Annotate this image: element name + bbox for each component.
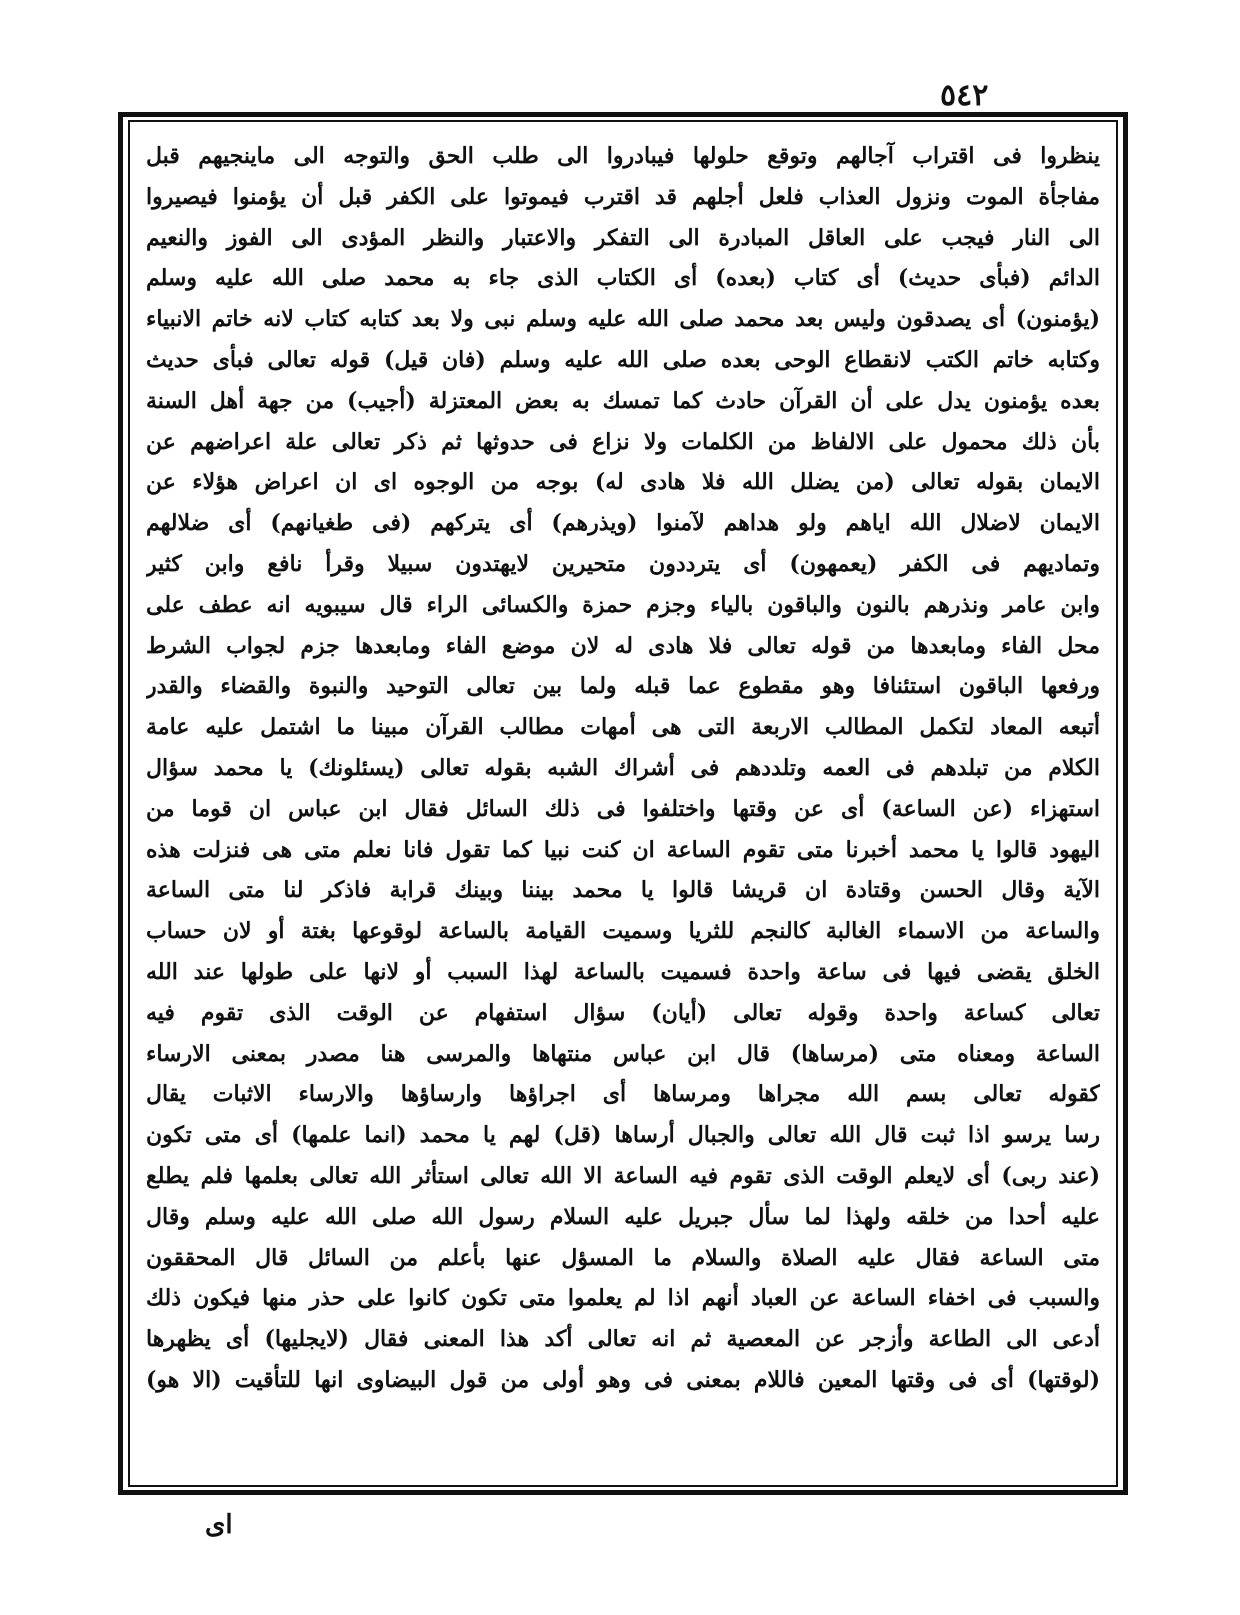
text-line: الساعة ومعناه متى (مرساها) قال ابن عباس منتهاها والمرسى هنا مصدر بمعنى الارساء <box>146 1040 1100 1067</box>
text-line: وكتابه خاتم الكتب لانقطاع الوحى بعده صلى الله عليه وسلم (فان قيل) قوله تعالى فبأى حديث <box>146 346 1100 373</box>
text-line: والساعة من الاسماء الغالبة كالنجم للثريا وسميت القيامة بالساعة لوقوعها بغتة أو لان حساب <box>146 918 1100 945</box>
text-line: أتبعه المعاد لتكمل المطالب الاربعة التى هى أمهات مطالب القرآن مبينا ما اشتمل عليه عامة <box>146 714 1100 741</box>
text-line: استهزاء (عن الساعة) أى عن وقتها واختلفوا فى ذلك السائل فقال ابن عباس ان قوما من <box>146 795 1100 822</box>
text-line: تعالى كساعة واحدة وقوله تعالى (أيان) سؤال استفهام عن الوقت الذى تقوم فيه <box>146 999 1100 1026</box>
text-line: متى الساعة فقال عليه الصلاة والسلام ما المسؤل عنها بأعلم من السائل قال المحققون <box>146 1244 1100 1271</box>
text-line: (يؤمنون) أى يصدقون وليس بعد محمد صلى الله عليه وسلم نبى ولا بعد كتابه كتاب لانه خاتم الانبياء <box>146 306 1100 333</box>
page-number: ٥٤٢ <box>940 78 989 113</box>
text-line: الخلق يقضى فيها فى ساعة واحدة فسميت بالساعة لهذا السبب أو لانها على طولها عند الله <box>146 958 1100 985</box>
text-line: أدعى الى الطاعة وأزجر عن المعصية ثم انه تعالى أكد هذا المعنى فقال (لايجليها) أى يظهرها <box>146 1326 1100 1353</box>
catchword: اى <box>205 1510 233 1540</box>
text-line: الدائم (فبأى حديث) أى كتاب (بعده) أى الكتاب الذى جاء به محمد صلى الله عليه وسلم <box>146 265 1100 292</box>
text-line: محل الفاء ومابعدها من قوله تعالى فلا هادى له لان موضع الفاء ومابعدها جزم لجواب الشرط <box>146 632 1100 659</box>
text-line: عليه أحدا من خلقه ولهذا لما سأل جبريل عليه السلام رسول الله صلى الله عليه وسلم وقال <box>146 1203 1100 1230</box>
text-line: (لوقتها) أى فى وقتها المعين فاللام بمعنى فى وهو أولى من قول البيضاوى انها للتأقيت (الا هو) <box>146 1366 1100 1393</box>
text-line: الايمان لاضلال الله اياهم ولو هداهم لآمنوا (ويذرهم) أى يتركهم (فى طغيانهم) أى ضلالهم <box>146 510 1100 537</box>
text-line: والسبب فى اخفاء الساعة عن العباد أنهم اذا لم يعلموا متى تكون كانوا على حذر منها فيكون ذلك <box>146 1285 1100 1312</box>
text-line: ورفعها الباقون استئنافا وهو مقطوع عما قبله ولما بين تعالى التوحيد والنبوة والقضاء والقدر <box>146 673 1100 700</box>
text-line: الايمان بقوله تعالى (من يضلل الله فلا هادى له) بوجه من الوجوه اى ان اعراض هؤلاء عن <box>146 469 1100 496</box>
text-line: الآية وقال الحسن وقتادة ان قريشا قالوا يا محمد بيننا وبينك قرابة فاذكر لنا متى الساعة <box>146 877 1100 904</box>
page-frame-inner <box>128 120 1118 1487</box>
text-line: وابن عامر ونذرهم بالنون والباقون بالياء وجزم حمزة والكسائى الراء قال سيبويه انه عطف على <box>146 591 1100 618</box>
text-line: اليهود قالوا يا محمد أخبرنا متى تقوم الساعة ان كنت نبيا كما تقول فانا نعلم متى هى فنزلت هذه <box>146 836 1100 863</box>
text-line: بعده يؤمنون يدل على أن القرآن حادث كما تمسك به بعض المعتزلة (أجيب) من جهة أهل السنة <box>146 387 1100 414</box>
text-line: رسا يرسو اذا ثبت قال الله تعالى والجبال أرساها (قل) لهم يا محمد (انما علمها) أى متى تكون <box>146 1122 1100 1149</box>
text-line: وتماديهم فى الكفر (يعمهون) أى يترددون متحيرين لايهتدون سبيلا وقرأ نافع وابن كثير <box>146 550 1100 577</box>
text-line: (عند ربى) أى لايعلم الوقت الذى تقوم فيه الساعة الا الله تعالى استأثر الله تعالى بعلمها فلم يطلع <box>146 1162 1100 1189</box>
text-line: ينظروا فى اقتراب آجالهم وتوقع حلولها فيبادروا الى طلب الحق والتوجه الى ماينجيهم قبل <box>146 143 1100 169</box>
text-line: الكلام من تبلدهم فى العمه وتلددهم فى أشراك الشبه بقوله تعالى (يسئلونك) يا محمد سؤال <box>146 754 1100 781</box>
text-line: الى النار فيجب على العاقل المبادرة الى التفكر والاعتبار والنظر المؤدى الى الفوز والنعيم <box>146 224 1100 251</box>
text-line: كقوله تعالى بسم الله مجراها ومرساها أى اجراؤها وارساؤها والارساء الاثبات يقال <box>146 1081 1100 1108</box>
text-line: مفاجأة الموت ونزول العذاب فلعل أجلهم قد اقترب فيموتوا على الكفر قبل أن يؤمنوا فيصيروا <box>146 183 1100 210</box>
text-line: بأن ذلك محمول على الالفاظ من الكلمات ولا نزاع فى حدوثها ثم ذكر تعالى علة اعراضهم عن <box>146 428 1100 455</box>
